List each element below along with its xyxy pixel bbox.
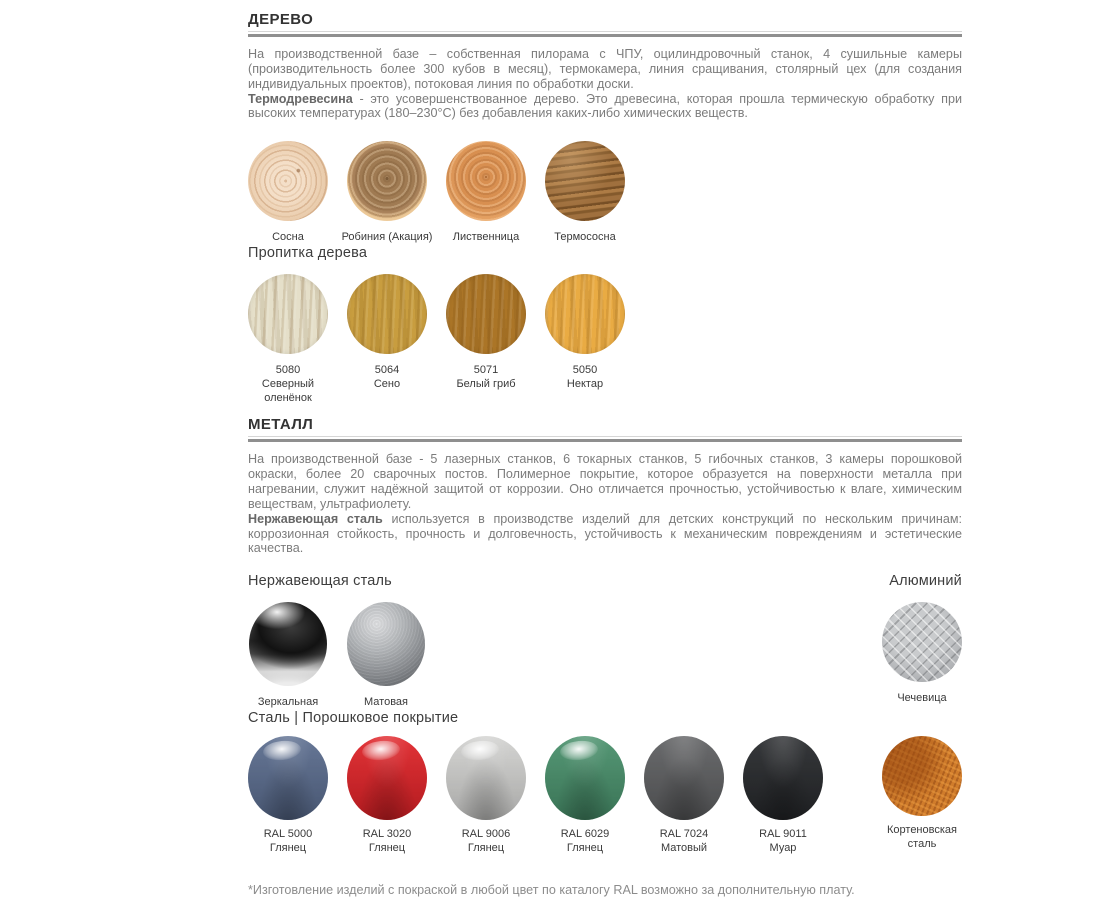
ral-finish: Глянец bbox=[368, 841, 406, 854]
powder-colors-row bbox=[248, 736, 962, 856]
stainless-lead: Нержавеющая сталь bbox=[248, 511, 383, 526]
wood-species-pine bbox=[248, 141, 328, 245]
stainless-subtitle: Нержавеющая сталь bbox=[248, 573, 392, 590]
stainless-matte-swatch bbox=[346, 602, 426, 710]
swatch-label bbox=[363, 828, 412, 856]
aluminum-checkerplate-image bbox=[882, 602, 962, 682]
larch-swatch-image bbox=[446, 141, 526, 221]
impregnation-5071-image bbox=[446, 274, 526, 354]
corten-steel-swatch bbox=[882, 736, 962, 852]
wood-species-row bbox=[248, 141, 962, 245]
swatch-label: Матовая bbox=[364, 696, 408, 709]
aluminum-swatch bbox=[882, 602, 962, 706]
impregnation-name: Северный оленёнок bbox=[261, 377, 315, 404]
swatch-label bbox=[251, 364, 325, 405]
ral-code: RAL 7024 bbox=[659, 828, 709, 841]
impregnation-swatch-5080 bbox=[248, 274, 328, 405]
swatch-label bbox=[660, 828, 709, 856]
ral7024-ball-image bbox=[644, 736, 724, 820]
metal-intro-text: На производственной базе - 5 лазерных станков, 6 токарных станков, 5 гибочных станков, 3 камеры порошковой окраски, более 20 сварочных постов. Полимерное покрытие, которое образуется на поверхности металла при нагревании, служит надёжной защитой от коррозии. Оно отличается прочностью, устойчивостью к влаге, химическим веществам, ультрафиолету. bbox=[248, 452, 962, 511]
ral-code: RAL 5000 bbox=[263, 828, 313, 841]
page-content bbox=[248, 0, 962, 897]
aluminum-subtitle: Алюминий bbox=[889, 573, 962, 590]
swatch-label: Робиния (Акация) bbox=[341, 231, 433, 244]
ral-code: RAL 6029 bbox=[560, 828, 610, 841]
mirror-steel-ball-image bbox=[249, 602, 327, 686]
corten-steel-image bbox=[882, 736, 962, 816]
powder-swatch-ral5000 bbox=[248, 736, 328, 856]
swatch-label bbox=[456, 364, 515, 392]
matte-steel-ball-image bbox=[347, 602, 425, 686]
powder-swatch-ral9006 bbox=[446, 736, 526, 856]
ral-code: RAL 9011 bbox=[759, 828, 807, 841]
metal-subheadings bbox=[248, 573, 962, 589]
wood-section-title: ДЕРЕВО bbox=[248, 11, 314, 28]
swatch-label bbox=[264, 828, 313, 856]
swatch-label bbox=[462, 828, 511, 856]
ral-finish: Глянец bbox=[467, 841, 505, 854]
impregnation-code: 5071 bbox=[473, 364, 499, 377]
impregnation-code: 5064 bbox=[374, 364, 400, 377]
stainless-mirror-swatch bbox=[248, 602, 328, 710]
ral5000-ball-image bbox=[248, 736, 328, 820]
impregnation-5064-image bbox=[347, 274, 427, 354]
ral-finish: Муар bbox=[769, 841, 797, 854]
powder-swatch-ral9011 bbox=[743, 736, 823, 856]
swatch-label: Сосна bbox=[272, 231, 304, 244]
thermowood-lead: Термодревесина bbox=[248, 91, 353, 106]
powder-coating-subtitle: Сталь | Порошковое покрытие bbox=[248, 710, 459, 727]
powder-swatch-ral3020 bbox=[347, 736, 427, 856]
wood-species-robinia bbox=[341, 141, 433, 245]
thermopine-swatch-image bbox=[545, 141, 625, 221]
ral6029-ball-image bbox=[545, 736, 625, 820]
metal-section bbox=[248, 417, 962, 896]
stainless-text: используется в производстве изделий для детских конструкций по нескольким причинам: коррозионная стойкость, прочность и долговечность, устойчивость к механическим повреждениям и эстетические качества. bbox=[248, 511, 962, 556]
metal-intro-paragraph bbox=[248, 452, 962, 556]
swatch-label bbox=[759, 828, 807, 856]
section-divider bbox=[248, 31, 962, 37]
ral9011-ball-image bbox=[743, 736, 823, 820]
impregnation-5080-image bbox=[248, 274, 328, 354]
impregnation-code: 5080 bbox=[275, 364, 301, 377]
section-divider bbox=[248, 436, 962, 442]
swatch-label: Лиственница bbox=[452, 231, 520, 244]
swatch-label bbox=[567, 364, 603, 392]
impregnation-subtitle: Пропитка дерева bbox=[248, 245, 368, 262]
thermowood-text: - это усовершенствованное дерево. Это древесина, которая прошла термическую обработку при высоких температурах (180–230°С) без добавления каких-либо химических веществ. bbox=[248, 91, 962, 121]
impregnation-swatch-5064 bbox=[347, 274, 427, 392]
impregnation-5050-image bbox=[545, 274, 625, 354]
wood-intro-paragraph bbox=[248, 47, 962, 121]
swatch-label: Чечевица bbox=[897, 692, 947, 705]
impregnation-swatch-5050 bbox=[545, 274, 625, 392]
stainless-aluminum-row bbox=[248, 602, 962, 710]
swatch-label: Термососна bbox=[554, 231, 616, 244]
impregnation-row bbox=[248, 274, 962, 405]
wood-species-larch bbox=[446, 141, 526, 245]
ral9006-ball-image bbox=[446, 736, 526, 820]
ral-footnote: *Изготовление изделий с покраской в любой цвет по каталогу RAL возможно за дополнительную плату. bbox=[248, 882, 855, 897]
swatch-label bbox=[374, 364, 400, 392]
impregnation-name: Нектар bbox=[566, 377, 604, 390]
ral3020-ball-image bbox=[347, 736, 427, 820]
swatch-label: Кортеновская сталь bbox=[887, 824, 957, 850]
swatch-label: Зеркальная bbox=[257, 696, 319, 709]
pine-swatch-image bbox=[248, 141, 328, 221]
wood-section bbox=[248, 12, 962, 405]
robinia-swatch-image bbox=[347, 141, 427, 221]
ral-finish: Матовый bbox=[660, 841, 708, 854]
wood-species-thermopine bbox=[545, 141, 625, 245]
powder-swatch-ral6029 bbox=[545, 736, 625, 856]
metal-section-title: МЕТАЛЛ bbox=[248, 416, 314, 434]
impregnation-swatch-5071 bbox=[446, 274, 526, 392]
impregnation-name: Сено bbox=[373, 377, 401, 390]
ral-finish: Глянец bbox=[269, 841, 307, 854]
impregnation-code: 5050 bbox=[572, 364, 598, 377]
impregnation-name: Белый гриб bbox=[456, 377, 516, 390]
powder-swatch-ral7024 bbox=[644, 736, 724, 856]
ral-finish: Глянец bbox=[566, 841, 604, 854]
ral-code: RAL 3020 bbox=[362, 828, 412, 841]
wood-intro-text: На производственной базе – собственная пилорама с ЧПУ, оцилиндровочный станок, 4 сушильные камеры (производительность более 300 кубов в месяц), термокамера, линия сращивания, столярный цех (для создания индивидуальных проектов), потоковая линия по обработки доски. bbox=[248, 47, 962, 91]
ral-code: RAL 9006 bbox=[461, 828, 511, 841]
swatch-label bbox=[561, 828, 610, 856]
